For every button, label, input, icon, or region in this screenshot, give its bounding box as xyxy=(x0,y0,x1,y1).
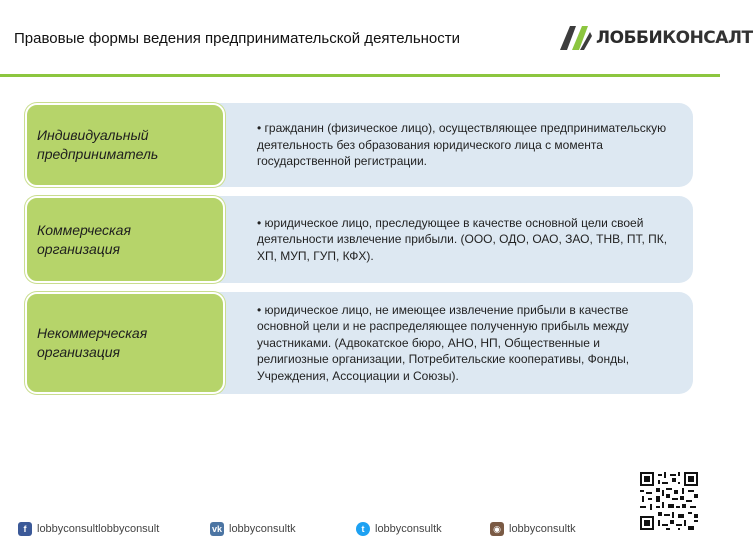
logo-text-second: КОНСАЛТ xyxy=(662,28,753,48)
row-label: Индивидуальный предприниматель xyxy=(37,127,159,162)
row-label-box xyxy=(25,103,225,187)
instagram-icon: ◉ xyxy=(490,522,504,536)
legal-form-row-commercial xyxy=(25,196,693,283)
row-description xyxy=(257,196,669,283)
row-label-box xyxy=(25,292,225,394)
footer-link-vk[interactable] xyxy=(210,522,296,536)
row-label: Некоммерческая организация xyxy=(37,325,148,360)
logo-text xyxy=(596,28,753,48)
footer-link-instagram[interactable] xyxy=(490,522,576,536)
page-title: Правовые формы ведения предпринимательской деятельности xyxy=(14,30,461,47)
row-description xyxy=(257,103,669,187)
header-divider xyxy=(0,74,720,77)
row-description-text: • юридическое лицо, преследующее в качестве основной цели своей деятельности извлечение прибыли. (ООО, ОДО, ОАО, ЗАО, ТНВ, ПТ, ПК, ХП, МУП, ГУП, КФХ). xyxy=(257,215,669,265)
row-description xyxy=(257,292,669,394)
footer-link-facebook[interactable] xyxy=(18,522,159,536)
logo-mark-icon xyxy=(558,22,594,52)
row-label-box xyxy=(25,196,225,283)
logo xyxy=(558,22,753,52)
twitter-icon: t xyxy=(356,522,370,536)
footer-link-twitter[interactable] xyxy=(356,522,442,536)
legal-form-row-noncommercial xyxy=(25,292,693,394)
vk-icon: vk xyxy=(211,524,222,534)
row-description-text: • юридическое лицо, не имеющее извлечение прибыли в качестве основной цели и не распределяющее полученную прибыль между участниками. (Адвокатское бюро, АНО, НП, Общественные и религиозные организации, Потребительские кооперативы, Фонды, Учреждения, Ассоциации и Союзы). xyxy=(257,302,669,385)
row-label: Коммерческая организация xyxy=(37,221,131,257)
footer-link-text: lobbyconsultk xyxy=(375,523,442,535)
footer-link-text: lobbyconsultk xyxy=(229,523,296,535)
social-footer xyxy=(0,518,720,540)
row-description-text: • гражданин (физическое лицо), осуществляющее предпринимательскую деятельность без образования юридического лица с момента государственной регистрации. xyxy=(257,120,669,170)
footer-link-text: lobbyconsultk xyxy=(509,523,576,535)
legal-form-row-individual xyxy=(25,103,693,187)
logo-text-first: ЛОББИ xyxy=(596,28,663,48)
facebook-icon: f xyxy=(18,522,32,536)
footer-link-text: lobbyconsultlobbyconsult xyxy=(37,523,160,535)
